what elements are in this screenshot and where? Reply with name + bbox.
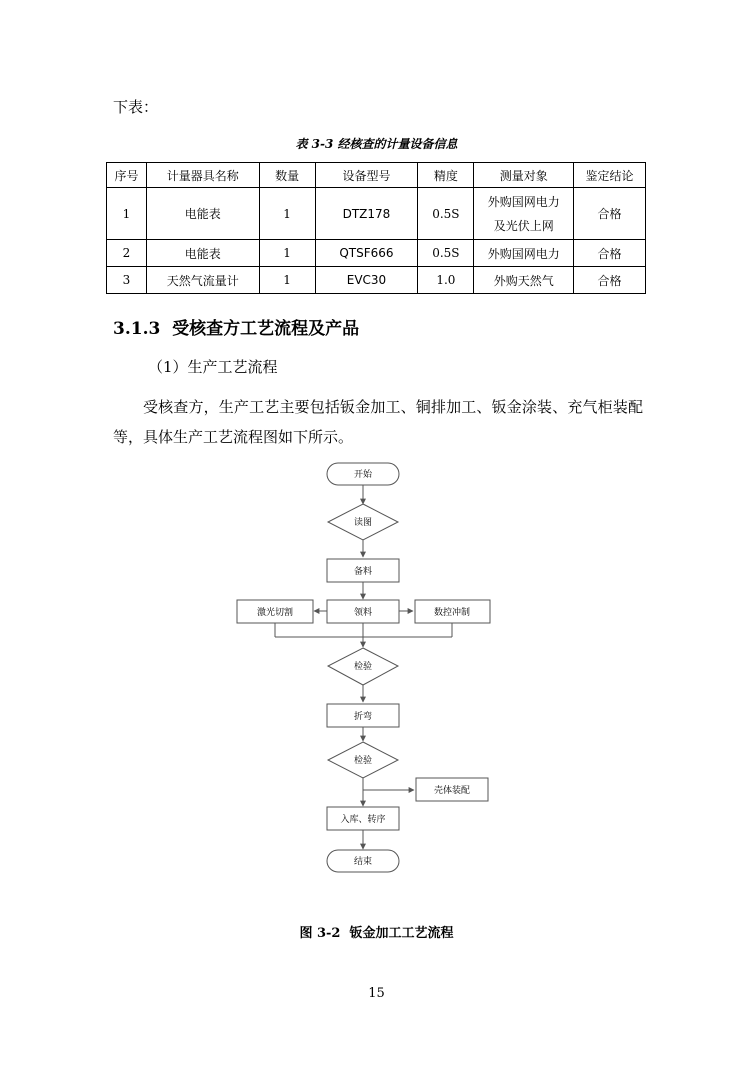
table-cell: DTZ178 xyxy=(315,188,418,240)
section-heading: 3.1.3 受核查方工艺流程及产品 xyxy=(113,319,360,339)
table-cell: QTSF666 xyxy=(315,240,418,267)
header-cell: 计量器具名称 xyxy=(146,163,259,188)
header-cell: 设备型号 xyxy=(315,163,418,188)
intro-text: 下表： xyxy=(113,98,159,116)
table-cell: 0.5S xyxy=(418,240,474,267)
table-cell: EVC30 xyxy=(315,267,418,294)
table-cell: 电能表 xyxy=(146,188,259,240)
subheading: （1）生产工艺流程 xyxy=(148,358,278,376)
page-number: 15 xyxy=(368,986,385,1001)
table-cell: 1 xyxy=(259,188,315,240)
table-caption: 表 3-3 经核查的计量设备信息 xyxy=(295,137,458,151)
pick-label: 领料 xyxy=(353,608,373,618)
storage-label: 入库、转序 xyxy=(340,815,386,825)
read-drawing-label: 读图 xyxy=(353,518,373,528)
table-cell: 2 xyxy=(107,240,147,267)
header-cell: 数量 xyxy=(259,163,315,188)
body-paragraph: 受核查方，生产工艺主要包括钣金加工、铜排加工、钣金涂装、充气柜装配等，具体生产工艺流程图如下所示。 xyxy=(113,398,643,446)
assembly-label: 壳体装配 xyxy=(433,786,471,796)
table-cell: 1 xyxy=(107,188,147,240)
table-cell: 合格 xyxy=(574,240,646,267)
header-cell: 精度 xyxy=(418,163,474,188)
start-label: 开始 xyxy=(353,470,373,480)
inspect2-label: 检验 xyxy=(353,756,373,766)
table-cell: 外购国网电力 及光伏上网 xyxy=(474,188,574,240)
prepare-label: 备料 xyxy=(353,567,373,577)
table-cell: 1.0 xyxy=(418,267,474,294)
table-cell: 3 xyxy=(107,267,147,294)
cnc-label: 数控冲制 xyxy=(433,608,471,618)
table-cell: 外购天然气 xyxy=(474,267,574,294)
table-cell: 合格 xyxy=(574,267,646,294)
bend-label: 折弯 xyxy=(353,712,373,722)
table-cell: 天然气流量计 xyxy=(146,267,259,294)
table-cell: 外购国网电力 xyxy=(474,240,574,267)
inspect1-label: 检验 xyxy=(353,662,373,672)
table-cell: 电能表 xyxy=(146,240,259,267)
figure-caption: 图 3-2 钣金加工工艺流程 xyxy=(299,926,454,941)
laser-label: 激光切割 xyxy=(256,608,294,618)
header-cell: 鉴定结论 xyxy=(574,163,646,188)
header-cell: 序号 xyxy=(107,163,147,188)
table-cell: 合格 xyxy=(574,188,646,240)
table-cell: 1 xyxy=(259,240,315,267)
table-cell: 1 xyxy=(259,267,315,294)
table-cell: 0.5S xyxy=(418,188,474,240)
header-cell: 测量对象 xyxy=(474,163,574,188)
end-label: 结束 xyxy=(353,857,373,867)
